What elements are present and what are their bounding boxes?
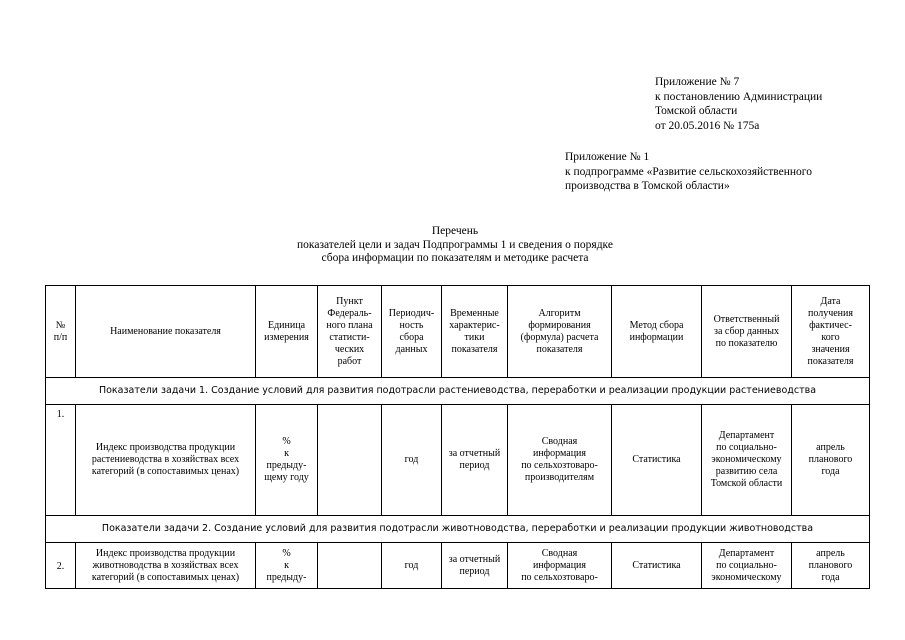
row-time bbox=[442, 543, 508, 589]
header-unit bbox=[256, 286, 318, 378]
cell-line: щему году bbox=[264, 472, 309, 483]
row-unit bbox=[256, 543, 318, 589]
cell-line: предыду- bbox=[266, 571, 307, 583]
appendix-1-block bbox=[565, 150, 812, 194]
cell-line: данных bbox=[395, 343, 428, 355]
cell-line: Томской области bbox=[710, 478, 783, 489]
header-indicator-name bbox=[76, 286, 256, 378]
row-plan-item bbox=[318, 543, 382, 589]
cell-line: за сбор данных bbox=[714, 325, 779, 337]
cell-line: кого bbox=[821, 331, 840, 343]
row-method: Статистика bbox=[612, 405, 702, 516]
row-periodicity: год bbox=[382, 405, 442, 516]
cell-line: % bbox=[282, 436, 291, 447]
row-num: 1. bbox=[46, 405, 76, 516]
cell-line: измерения bbox=[264, 331, 309, 343]
row-indicator-name: Индекс производства продукции растениеводства в хозяйствах всех категорий (в сопоставимых ценах) bbox=[76, 405, 256, 516]
row-responsible bbox=[702, 543, 792, 589]
cell-line: апрель bbox=[816, 547, 845, 559]
cell-line: года bbox=[821, 466, 840, 477]
cell-line: к bbox=[284, 448, 289, 459]
cell-line: Сводная bbox=[541, 547, 578, 559]
header-row bbox=[46, 286, 870, 378]
header-plan-item bbox=[318, 286, 382, 378]
appendix-7-line: к постановлению Администрации bbox=[655, 90, 823, 103]
cell-line: ческих bbox=[334, 343, 365, 355]
cell-line: получения bbox=[808, 307, 853, 319]
header-num bbox=[46, 286, 76, 378]
appendix-1-line: производства в Томской области» bbox=[565, 180, 730, 192]
header-method bbox=[612, 286, 702, 378]
cell-line: ного плана bbox=[326, 319, 373, 331]
header-date bbox=[792, 286, 870, 378]
table-row bbox=[46, 405, 870, 516]
cell-line: Федераль- bbox=[327, 307, 372, 319]
cell-line: за отчетный bbox=[448, 448, 501, 459]
cell-line: № bbox=[55, 319, 66, 331]
cell-line: значения bbox=[811, 343, 850, 355]
cell-line: производителям bbox=[524, 472, 595, 483]
cell-line: характерис- bbox=[449, 319, 500, 331]
table-row bbox=[46, 543, 870, 589]
cell-line: Пункт bbox=[336, 295, 363, 307]
appendix-7-line: от 20.05.2016 № 175а bbox=[655, 119, 760, 132]
cell-line: апрель bbox=[816, 442, 845, 453]
row-plan-item bbox=[318, 405, 382, 516]
cell-line: экономическому bbox=[711, 454, 782, 465]
title-line: сбора информации по показателям и методике расчета bbox=[321, 252, 589, 264]
cell-line: Единица bbox=[267, 319, 306, 331]
cell-line: предыду- bbox=[266, 460, 307, 471]
header-responsible bbox=[702, 286, 792, 378]
header-algorithm bbox=[508, 286, 612, 378]
indicators-table bbox=[45, 285, 870, 589]
cell-line: фактичес- bbox=[809, 319, 852, 331]
cell-line: статисти- bbox=[329, 331, 370, 343]
cell-line: Наименование показателя bbox=[110, 325, 221, 337]
cell-line: по сельхозтоваро- bbox=[521, 571, 598, 583]
cell-line: показателя bbox=[451, 343, 498, 355]
appendix-7-line: Приложение № 7 bbox=[655, 76, 740, 88]
cell-line: Департамент bbox=[718, 430, 775, 441]
title-line: показателей цели и задач Подпрограммы 1 и сведения о порядке bbox=[297, 238, 613, 251]
cell-line: % bbox=[282, 547, 291, 559]
cell-line: Периодич- bbox=[388, 307, 435, 319]
row-date bbox=[792, 405, 870, 516]
cell-line: период bbox=[459, 565, 490, 577]
cell-line: планового bbox=[808, 454, 853, 465]
cell-line: Метод сбора bbox=[629, 319, 684, 331]
section-row bbox=[46, 378, 870, 405]
cell-line: информация bbox=[532, 448, 587, 459]
cell-line: планового bbox=[808, 559, 853, 571]
cell-line: показателя bbox=[536, 343, 583, 355]
appendix-1-line: к подпрограмме «Развитие сельскохозяйственного bbox=[565, 165, 812, 178]
cell-line: сбора bbox=[399, 331, 424, 343]
cell-line: информации bbox=[629, 331, 684, 343]
row-responsible bbox=[702, 405, 792, 516]
cell-line: Временные bbox=[450, 307, 499, 319]
cell-line: показателя bbox=[807, 355, 854, 367]
cell-line: ность bbox=[399, 319, 424, 331]
appendix-1-line: Приложение № 1 bbox=[565, 151, 650, 163]
section-1-title: Показатели задачи 1. Создание условий для развития подотрасли растениеводства, переработки и реализации продукции растениеводства bbox=[46, 378, 870, 405]
document-title bbox=[240, 225, 670, 266]
section-2-title: Показатели задачи 2. Создание условий для развития подотрасли животноводства, переработки и реализации продукции животноводства bbox=[46, 516, 870, 543]
appendix-7-block bbox=[655, 75, 822, 133]
cell-line: экономическому bbox=[711, 571, 782, 583]
row-unit bbox=[256, 405, 318, 516]
row-algorithm bbox=[508, 405, 612, 516]
header-time-characteristics bbox=[442, 286, 508, 378]
section-row bbox=[46, 516, 870, 543]
cell-line: формирования bbox=[528, 319, 591, 331]
cell-line: Дата bbox=[820, 295, 841, 307]
cell-line: по показателю bbox=[715, 337, 778, 349]
cell-line: тики bbox=[464, 331, 485, 343]
row-periodicity: год bbox=[382, 543, 442, 589]
row-time bbox=[442, 405, 508, 516]
cell-line: Сводная bbox=[541, 436, 578, 447]
row-date bbox=[792, 543, 870, 589]
cell-line: по сельхозтоваро- bbox=[521, 460, 598, 471]
cell-line: по социально- bbox=[716, 442, 777, 453]
cell-line: к bbox=[284, 559, 289, 571]
cell-line: п/п bbox=[53, 331, 68, 343]
row-algorithm bbox=[508, 543, 612, 589]
cell-line: период bbox=[459, 460, 490, 471]
cell-line: Алгоритм bbox=[538, 307, 581, 319]
row-method: Статистика bbox=[612, 543, 702, 589]
cell-line: Ответственный bbox=[713, 313, 780, 325]
cell-line: года bbox=[821, 571, 840, 583]
appendix-7-line: Томской области bbox=[655, 105, 738, 117]
row-num: 2. bbox=[46, 543, 76, 589]
cell-line: (формула) расчета bbox=[520, 331, 599, 343]
cell-line: развитию села bbox=[715, 466, 778, 477]
cell-line: работ bbox=[337, 355, 362, 367]
title-line: Перечень bbox=[431, 225, 479, 237]
cell-line: Департамент bbox=[718, 547, 775, 559]
row-indicator-name: Индекс производства продукции животноводства в хозяйствах всех категорий (в сопоставимых ценах) bbox=[76, 543, 256, 589]
cell-line: информация bbox=[532, 559, 587, 571]
cell-line: за отчетный bbox=[448, 553, 501, 565]
cell-line: по социально- bbox=[716, 559, 777, 571]
header-periodicity bbox=[382, 286, 442, 378]
